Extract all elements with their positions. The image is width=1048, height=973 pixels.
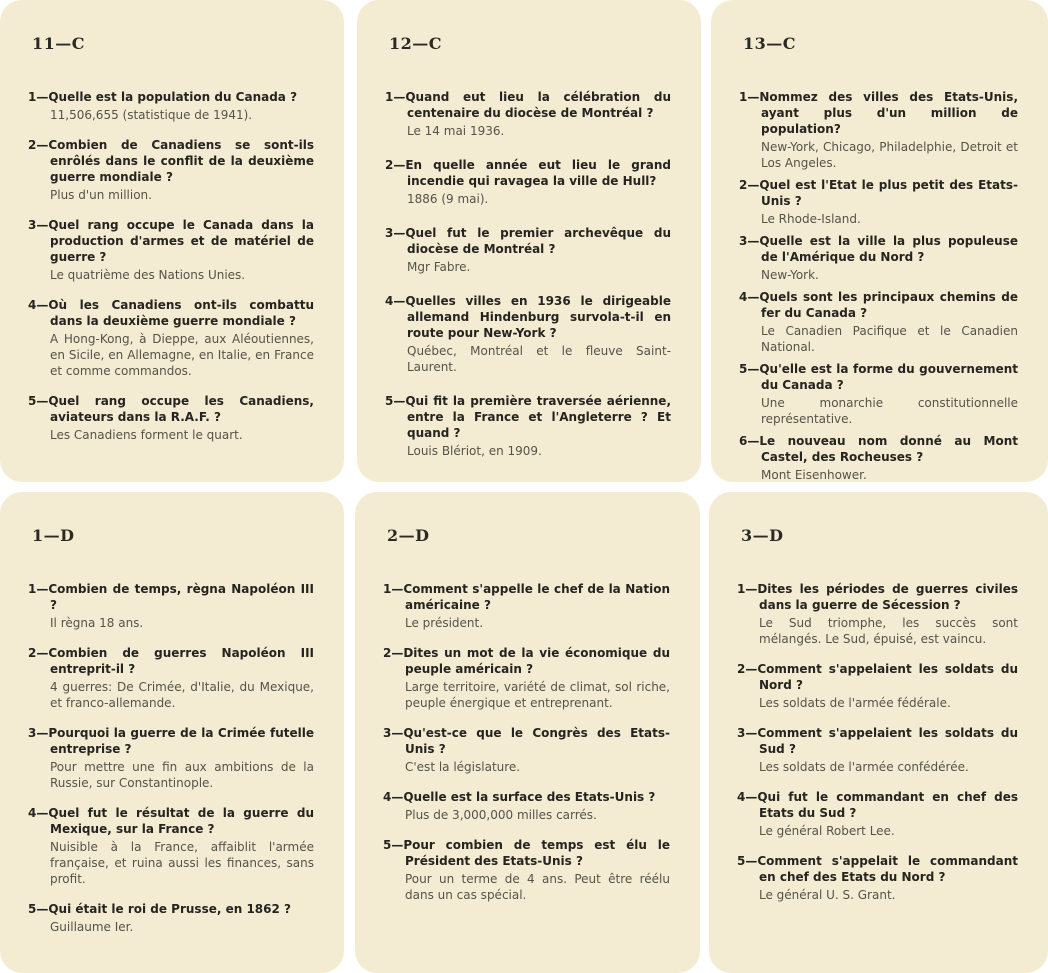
question-block (28, 89, 314, 123)
card-number: 3—D (741, 526, 784, 545)
answer-text: Plus de 3,000,000 milles carrés. (405, 808, 597, 822)
question-text: 2—En quelle année eut lieu le grand incendie qui ravagea la ville de Hull? (385, 158, 671, 188)
question-block (383, 725, 670, 775)
answer-text: Nuisible à la France, affaiblit l'armée française, et ruina aussi les finances, sans profit. (50, 840, 314, 886)
question-block (28, 805, 314, 887)
answer-text: 4 guerres: De Crimée, d'Italie, du Mexique, et franco-allemande. (50, 680, 314, 710)
answer-text: Plus d'un million. (50, 188, 152, 202)
answer-text: C'est la législature. (405, 760, 521, 774)
question-block (383, 789, 670, 823)
quiz-card (357, 0, 701, 482)
quiz-card (0, 0, 344, 482)
question-text: 1—Combien de temps, règna Napoléon III ? (28, 582, 314, 612)
card-number: 13—C (743, 34, 796, 53)
question-block (28, 297, 314, 379)
question-text: 4—Quelles villes en 1936 le dirigeable allemand Hindenburg survola-t-il en route pour New-York ? (385, 294, 671, 340)
answer-text: Le Rhode-Island. (761, 212, 861, 226)
answer-text: 1886 (9 mai). (407, 192, 489, 206)
question-text: 5—Quel rang occupe les Canadiens, aviateurs dans la R.A.F. ? (28, 394, 314, 424)
answer-text: 11,506,655 (statistique de 1941). (50, 108, 253, 122)
question-text: 2—Comment s'appelaient les soldats du Nord ? (737, 662, 1018, 692)
question-block (737, 581, 1018, 647)
question-block (28, 725, 314, 791)
question-text: 3—Pourquoi la guerre de la Crimée futelle entreprise ? (28, 726, 314, 756)
question-block (737, 725, 1018, 775)
question-block (385, 393, 671, 459)
answer-text: Le président. (405, 616, 484, 630)
card-number: 2—D (387, 526, 430, 545)
question-block (739, 433, 1018, 482)
question-text: 3—Quel rang occupe le Canada dans la production d'armes et de matériel de guerre ? (28, 218, 314, 264)
question-text: 1—Nommez des villes des Etats-Unis, ayant plus d'un million de population? (739, 90, 1018, 136)
question-text: 4—Quel fut le résultat de la guerre du Mexique, sur la France ? (28, 806, 314, 836)
question-text: 5—Qui était le roi de Prusse, en 1862 ? (28, 902, 291, 916)
question-text: 2—Dites un mot de la vie économique du peuple américain ? (383, 646, 670, 676)
question-text: 5—Qui fit la première traversée aérienne, entre la France et l'Angleterre ? Et quand ? (385, 394, 671, 440)
question-text: 5—Qu'elle est la forme du gouvernement du Canada ? (739, 362, 1018, 392)
answer-text: Pour un terme de 4 ans. Peut être réélu dans un cas spécial. (405, 872, 670, 902)
answer-text: A Hong-Kong, à Dieppe, aux Aléoutiennes, en Sicile, en Allemagne, en Italie, en France et comme commandos. (50, 332, 314, 378)
question-block (28, 581, 314, 631)
question-text: 4—Où les Canadiens ont-ils combattu dans la deuxième guerre mondiale ? (28, 298, 314, 328)
answer-text: Les soldats de l'armée fédérale. (759, 696, 951, 710)
quiz-card (355, 492, 700, 973)
question-text: 1—Quelle est la population du Canada ? (28, 90, 298, 104)
question-text: 1—Quand eut lieu la célébration du centenaire du diocèse de Montréal ? (385, 90, 671, 120)
answer-text: Le général Robert Lee. (759, 824, 895, 838)
answer-text: New-York. (761, 268, 819, 282)
question-block (28, 645, 314, 711)
answer-text: Le quatrième des Nations Unies. (50, 268, 246, 282)
card-number: 1—D (32, 526, 75, 545)
question-block (28, 393, 314, 443)
question-text: 3—Qu'est-ce que le Congrès des Etats-Unis ? (383, 726, 670, 756)
answer-text: Large territoire, variété de climat, sol riche, peuple énergique et entreprenant. (405, 680, 670, 710)
answer-text: Mgr Fabre. (407, 260, 471, 274)
answer-text: Le Canadien Pacifique et le Canadien National. (761, 324, 1018, 354)
quiz-card (709, 492, 1048, 973)
card-number: 11—C (32, 34, 85, 53)
question-text: 2—Combien de Canadiens se sont-ils enrôlés dans le conflit de la deuxième guerre mondiale ? (28, 138, 314, 184)
question-block (383, 645, 670, 711)
answer-text: Pour mettre une fin aux ambitions de la Russie, sur Constantinople. (50, 760, 314, 790)
question-text: 1—Dites les périodes de guerres civiles dans la guerre de Sécession ? (737, 582, 1018, 612)
question-text: 3—Quel fut le premier archevêque du diocèse de Montréal ? (385, 226, 671, 256)
question-block (737, 789, 1018, 839)
card-number: 12—C (389, 34, 442, 53)
answer-text: Une monarchie constitutionnelle représentative. (761, 396, 1018, 426)
question-block (383, 837, 670, 903)
question-text: 3—Comment s'appelaient les soldats du Sud ? (737, 726, 1018, 756)
question-block (739, 89, 1018, 171)
question-block (739, 177, 1018, 227)
question-text: 2—Quel est l'Etat le plus petit des Etats-Unis ? (739, 178, 1018, 208)
question-block (739, 233, 1018, 283)
answer-text: Québec, Montréal et le fleuve Saint-Laurent. (407, 344, 671, 374)
answer-text: New-York, Chicago, Philadelphie, Detroit et Los Angeles. (761, 140, 1018, 170)
question-block (737, 853, 1018, 903)
question-block (28, 901, 314, 935)
answer-text: Le Sud triomphe, les succès sont mélangés. Le Sud, épuisé, est vaincu. (759, 616, 1018, 646)
question-block (739, 361, 1018, 427)
question-text: 1—Comment s'appelle le chef de la Nation américaine ? (383, 582, 670, 612)
answer-text: Mont Eisenhower. (761, 468, 867, 482)
question-text: 4—Quels sont les principaux chemins de fer du Canada ? (739, 290, 1018, 320)
question-block (739, 289, 1018, 355)
answer-text: Les soldats de l'armée confédérée. (759, 760, 969, 774)
question-block (737, 661, 1018, 711)
answer-text: Guillaume Ier. (50, 920, 134, 934)
question-block (385, 157, 671, 207)
answer-text: Le général U. S. Grant. (759, 888, 896, 902)
answer-text: Les Canadiens forment le quart. (50, 428, 243, 442)
answer-text: Louis Blériot, en 1909. (407, 444, 542, 458)
question-block (28, 137, 314, 203)
question-text: 5—Comment s'appelait le commandant en chef des Etats du Nord ? (737, 854, 1018, 884)
question-block (385, 293, 671, 375)
answer-text: Il règna 18 ans. (50, 616, 144, 630)
question-text: 2—Combien de guerres Napoléon III entreprit-il ? (28, 646, 314, 676)
answer-text: Le 14 mai 1936. (407, 124, 505, 138)
question-text: 3—Quelle est la ville la plus populeuse de l'Amérique du Nord ? (739, 234, 1018, 264)
question-block (385, 225, 671, 275)
question-text: 5—Pour combien de temps est élu le Président des Etats-Unis ? (383, 838, 670, 868)
question-block (385, 89, 671, 139)
question-text: 4—Qui fut le commandant en chef des Etats du Sud ? (737, 790, 1018, 820)
quiz-card (711, 0, 1048, 482)
quiz-card (0, 492, 344, 973)
question-text: 4—Quelle est la surface des Etats-Unis ? (383, 790, 656, 804)
question-text: 6—Le nouveau nom donné au Mont Castel, des Rocheuses ? (739, 434, 1018, 464)
question-block (28, 217, 314, 283)
question-block (383, 581, 670, 631)
